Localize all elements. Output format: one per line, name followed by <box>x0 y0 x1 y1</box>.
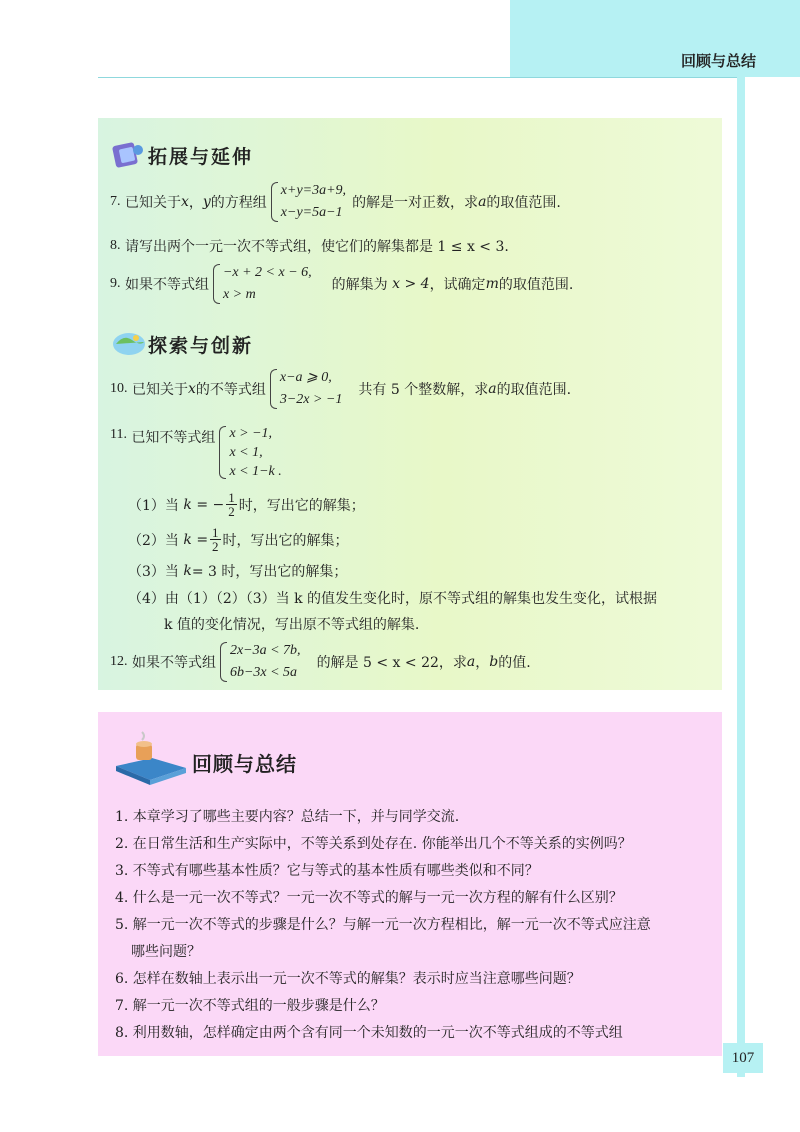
inequality-system <box>213 262 312 306</box>
question-7 <box>110 180 561 224</box>
numerator: 1 <box>228 490 235 505</box>
equation-1: x+y=3a+9, <box>280 183 347 198</box>
inequality-system <box>270 367 343 411</box>
question-8 <box>110 236 509 256</box>
equals: = <box>196 531 209 548</box>
globe-icon <box>110 328 148 360</box>
sub-text: 时，写出它的解集； <box>238 497 365 514</box>
denominator: 2 <box>228 504 235 519</box>
equation-2: x−y=5a−1 <box>280 205 343 220</box>
inequality-2: x < 1, <box>229 445 263 460</box>
review-item: 7. 解一元一次不等式组的一般步骤是什么？ <box>115 998 385 1014</box>
var-k: k <box>183 563 192 579</box>
var-x: x <box>180 194 189 210</box>
var-a: a <box>466 654 476 670</box>
var-a: a <box>478 194 487 210</box>
sub-text: = 3 时，写出它的解集； <box>191 564 348 580</box>
question-10 <box>110 367 571 411</box>
question-number: 11. <box>110 427 127 442</box>
question-number: 9. <box>110 276 121 291</box>
review-item-cont: 哪些问题？ <box>131 944 201 960</box>
numerator: 1 <box>212 525 219 540</box>
var-x: x <box>187 381 196 397</box>
var-k: k <box>183 531 192 548</box>
review-title: 回顾与总结 <box>192 751 297 776</box>
equals: = − <box>196 496 225 513</box>
brace <box>220 642 227 682</box>
review-item: 6. 怎样在数轴上表示出一元一次不等式的解集？表示时应当注意哪些问题？ <box>115 971 581 987</box>
question-text: 已知不等式组 <box>131 430 216 446</box>
question-text: 的不等式组 <box>195 382 266 398</box>
question-text: 共有 5 个整数解，求 <box>358 382 489 398</box>
sub-question-4-cont: k 值的变化情况，写出原不等式组的解集. <box>164 617 420 633</box>
header-tab <box>510 0 800 77</box>
inequality-1: x > −1, <box>229 426 273 441</box>
inequality-system <box>220 640 301 684</box>
denominator: 2 <box>212 539 219 554</box>
brace <box>219 426 226 479</box>
review-heading <box>112 728 297 788</box>
equation-system <box>271 180 346 224</box>
review-item: 2. 在日常生活和生产实际中，不等关系到处存在. 你能举出几个不等关系的实例吗？ <box>115 836 632 852</box>
question-11 <box>110 424 288 481</box>
question-number: 12. <box>110 654 128 669</box>
question-12 <box>110 640 531 684</box>
fraction <box>226 491 237 518</box>
question-text: 已知关于 <box>124 195 181 211</box>
sub-text: 时，写出它的解集； <box>222 532 349 549</box>
question-text: 的取值范围. <box>498 277 574 293</box>
extension-title: 拓展与延伸 <box>148 145 254 168</box>
question-text: 的解集为 <box>331 277 388 293</box>
extension-heading <box>110 138 253 172</box>
review-item: 5. 解一元一次不等式的步骤是什么？与解一元一次方程相比，解一元一次不等式应注意 <box>115 917 651 933</box>
review-item: 3. 不等式有哪些基本性质？它与等式的基本性质有哪些类似和不同？ <box>115 863 539 879</box>
comma: ， <box>475 655 490 671</box>
question-text: 的解是 5 < x < 22，求 <box>316 655 467 671</box>
comma: ， <box>188 195 203 211</box>
fraction <box>210 526 221 553</box>
review-item: 4. 什么是一元一次不等式？一元一次不等式的解与一元一次方程的解有什么区别？ <box>115 890 623 906</box>
var-k: k <box>183 496 192 513</box>
explore-title: 探索与创新 <box>148 334 254 357</box>
inequality-1: 2x−3a < 7b, <box>229 643 301 658</box>
inequality-1: x−a ⩾ 0, <box>279 370 332 385</box>
inequality-2: 3−2x > −1 <box>279 392 343 407</box>
header-section-title: 回顾与总结 <box>680 52 756 70</box>
question-text: 的取值范围. <box>496 382 572 398</box>
sub-label: （2）当 <box>128 532 179 549</box>
var-a: a <box>488 381 497 397</box>
question-text: 的取值范围. <box>486 195 561 211</box>
inequality-system <box>219 424 281 481</box>
explore-heading <box>110 328 253 360</box>
question-text: 请写出两个一元一次不等式组，使它们的解集都是 1 ≤ x < 3. <box>124 239 509 255</box>
question-text: 的方程组 <box>210 195 267 211</box>
inequality-1: −x + 2 < x − 6, <box>222 265 312 280</box>
question-number: 7. <box>110 194 121 209</box>
question-text: 如果不等式组 <box>124 277 209 293</box>
sub-question-1 <box>128 491 365 518</box>
brace <box>271 182 278 222</box>
inequality-2: x > m <box>222 287 256 302</box>
condition: x > 4 <box>392 276 430 292</box>
var-m: m <box>485 276 499 292</box>
inequality-3: x < 1−k . <box>229 464 282 479</box>
var-y: y <box>202 194 211 210</box>
header-divider <box>98 77 745 78</box>
question-text: 的解是一对正数，求 <box>352 195 479 211</box>
sub-label: （3）当 <box>128 564 179 580</box>
sub-label: （1）当 <box>128 497 179 514</box>
side-strip <box>737 77 745 1077</box>
question-number: 10. <box>110 381 128 396</box>
question-number: 8. <box>110 238 121 253</box>
question-text: 如果不等式组 <box>131 655 216 671</box>
question-text: ，试确定 <box>429 277 486 293</box>
sub-question-3 <box>128 561 347 581</box>
puzzle-icon <box>110 138 148 172</box>
sub-question-2 <box>128 526 349 553</box>
brace <box>270 369 277 409</box>
question-text: 的值. <box>498 655 531 671</box>
page-number: 107 <box>723 1043 763 1073</box>
books-icon <box>112 728 190 788</box>
inequality-2: 6b−3x < 5a <box>229 665 298 680</box>
review-item: 8. 利用数轴，怎样确定由两个含有同一个未知数的一元一次不等式组成的不等式组 <box>115 1025 623 1041</box>
question-text: 已知关于 <box>131 382 188 398</box>
review-item: 1. 本章学习了哪些主要内容？总结一下，并与同学交流. <box>115 809 460 825</box>
brace <box>213 264 220 304</box>
sub-question-4: （4）由（1）（2）（3）当 k 的值发生变化时，原不等式组的解集也发生变化，试根据 <box>128 591 658 607</box>
var-b: b <box>489 654 499 670</box>
question-9 <box>110 262 573 306</box>
